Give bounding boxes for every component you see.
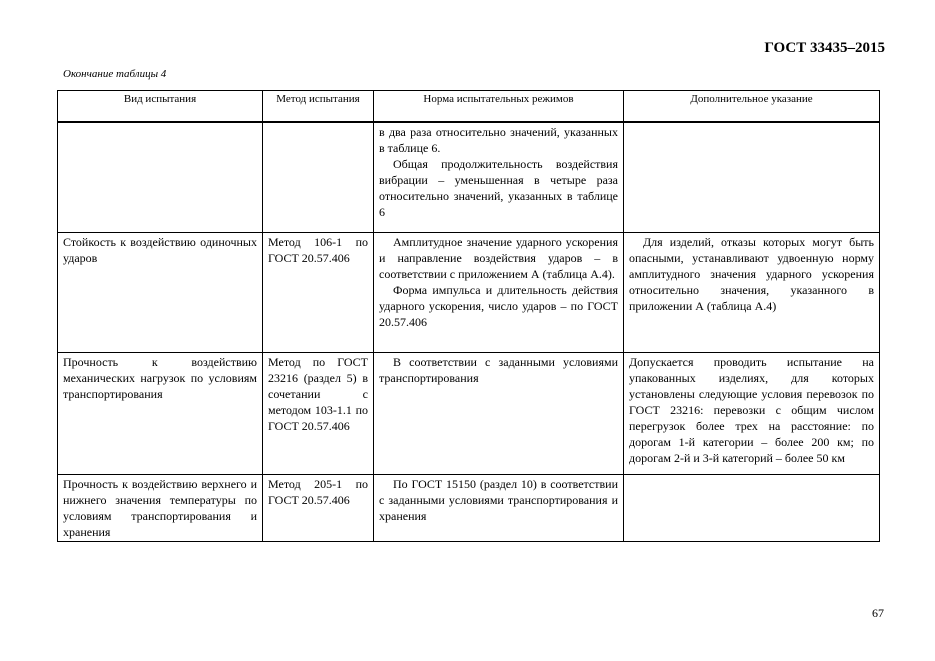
column-header-norm: Норма испытательных режимов [374,91,624,123]
cell-type [58,232,263,352]
norm-paragraph: В соответствии с заданными условиями транспортирования [379,354,618,385]
cell-norm [374,232,624,352]
table-row [58,232,880,352]
norm-paragraph: Общая продолжительность воздействия вибрации – уменьшенная в четыре раза относительно значений, указанных в таблице 6 [379,157,618,219]
table-row [58,122,880,232]
method-text: Метод 106-1 по ГОСТ 20.57.406 [268,234,368,265]
type-text: Прочность к воздействию верхнего и нижнего значения температуры по условиям транспортирования и хранения [63,476,257,539]
norm-paragraph: в два раза относительно значений, указанных в таблице 6. [379,125,618,155]
cell-note [624,232,880,352]
cell-type [58,122,263,232]
page-number: 67 [872,606,884,620]
table-caption: Окончание таблицы 4 [63,68,167,80]
norm-paragraph: Амплитудное значение ударного ускорения и направление воздействия ударов – в соответствии с приложением А (таблица А.4). [379,234,618,281]
cell-note [624,352,880,474]
column-header-note: Дополнительное указание [624,91,880,123]
cell-norm [374,122,624,232]
table-row [58,474,880,541]
cell-type [58,352,263,474]
document-code: ГОСТ 33435–2015 [764,40,885,56]
norm-paragraph: По ГОСТ 15150 (раздел 10) в соответствии с заданными условиями транспортирования и хранения [379,476,618,523]
table-header-row [58,91,880,123]
cell-note [624,122,880,232]
column-header-type: Вид испытания [58,91,263,123]
note-text: Допускается проводить испытание на упакованных изделиях, для которых установлены следующие условия перевозок по ГОСТ 23216: перевозки с общим числом перегрузок более трех на расстояние: по дорогам 1-й категории – более 200 км; по дорогам 2-й и 3-й категорий – более 50 км [629,354,874,465]
cell-method [263,474,374,541]
test-table [57,90,880,542]
cell-norm [374,352,624,474]
method-text: Метод 205-1 по ГОСТ 20.57.406 [268,476,368,507]
type-text: Прочность к воздействию механических нагрузок по условиям транспортирования [63,354,257,401]
type-text: Стойкость к воздействию одиночных ударов [63,234,257,265]
column-header-method: Метод испытания [263,91,374,123]
norm-paragraph: Форма импульса и длительность действия ударного ускорения, число ударов – по ГОСТ 20.57.406 [379,282,618,329]
cell-type [58,474,263,541]
cell-method [263,232,374,352]
cell-norm [374,474,624,541]
note-text: Для изделий, отказы которых могут быть опасными, устанавливают удвоенную норму амплитудного значения ударного ускорения относительно значения, указанного в приложении А (таблица А.4) [629,234,874,313]
cell-method [263,352,374,474]
cell-method [263,122,374,232]
method-text: Метод по ГОСТ 23216 (раздел 5) в сочетании с методом 103-1.1 по ГОСТ 20.57.406 [268,354,368,433]
cell-note [624,474,880,541]
table-row [58,352,880,474]
